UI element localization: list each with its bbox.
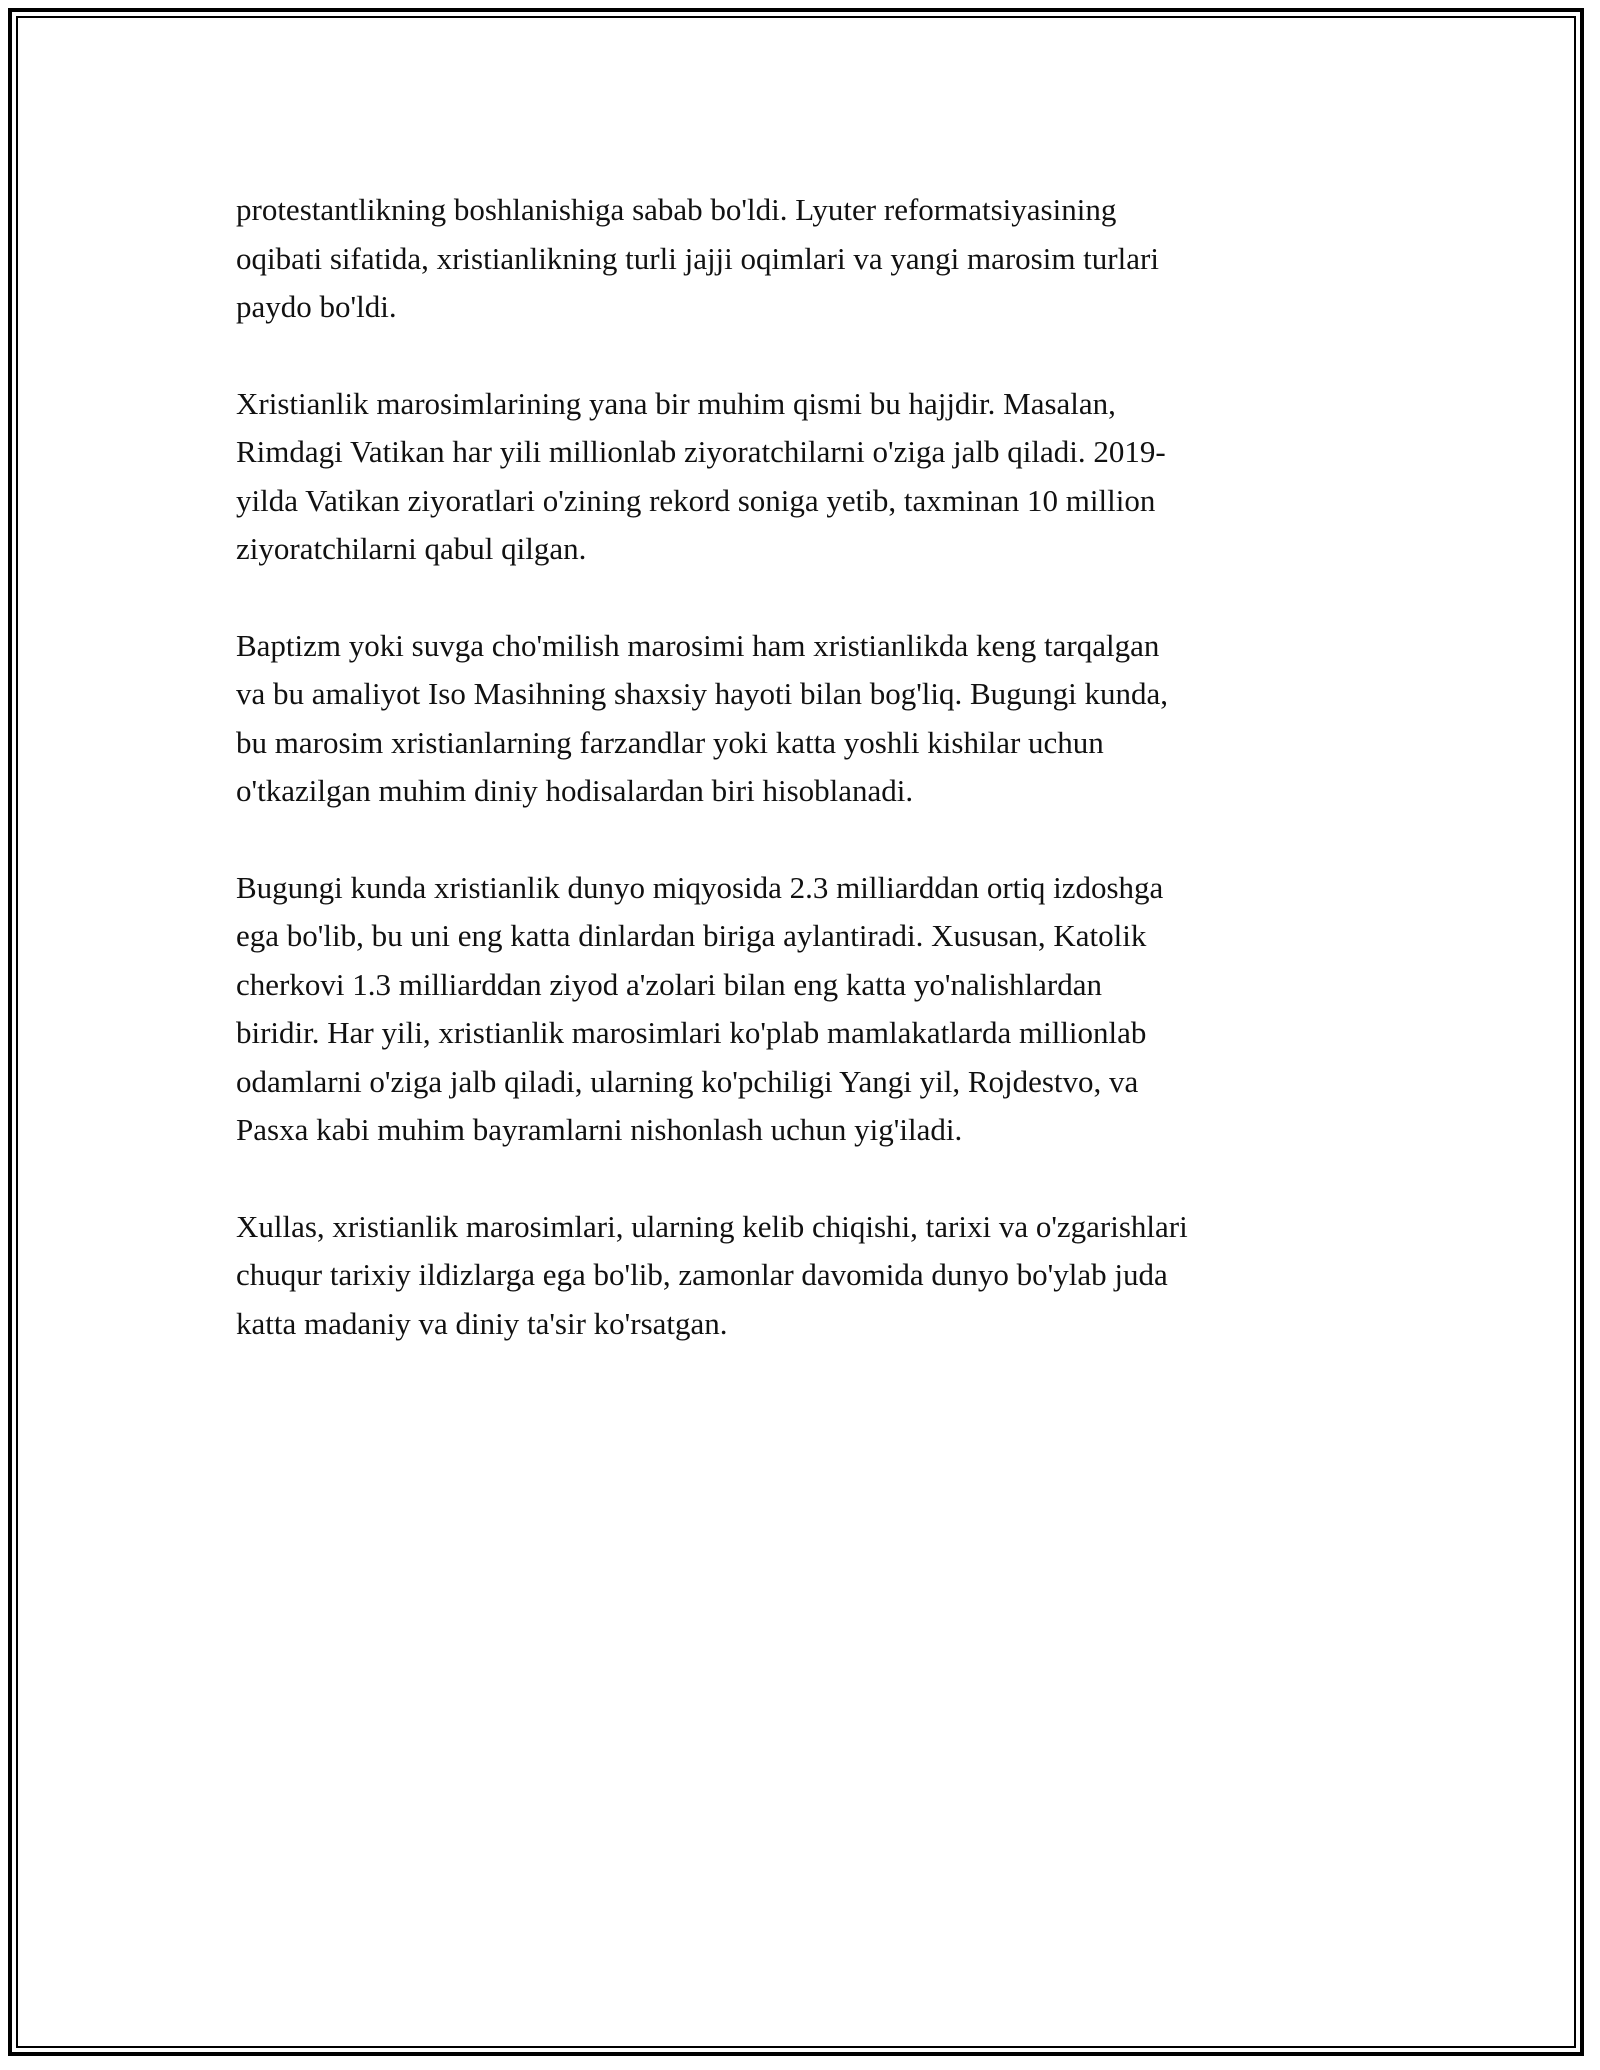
document-body (236, 186, 1376, 1396)
paragraph-4: Bugungi kunda xristianlik dunyo miqyosida 2.3 milliarddan ortiq izdoshga ega bo'lib, bu uni eng katta dinlardan biriga aylantiradi. Xususan, Katolik cherkovi 1.3 milliarddan ziyod a'zolari bilan eng katta yo'nalishlardan biridir. Har yili, xristianlik marosimlari ko'plab mamlakatlarda millionlab odamlarni o'ziga jalb qiladi, ularning ko'pchiligi Yangi yil, Rojdestvo, va Pasxa kabi muhim bayramlarni nishonlash uchun yig'iladi. (236, 869, 1164, 1147)
paragraph-2: Xristianlik marosimlarining yana bir muhim qismi bu hajjdir. Masalan, Rimdagi Vatikan har yili millionlab ziyoratchilarni o'ziga jalb qiladi. 2019- yilda Vatikan ziyoratlari o'zining rekord soniga yetib, taxminan 10 million ziyoratchilarni qabul qilgan. (236, 385, 1166, 566)
paragraph-5: Xullas, xristianlik marosimlari, ularning kelib chiqishi, tarixi va o'zgarishlari chuqur tarixiy ildizlarga ega bo'lib, zamonlar davomida dunyo bo'ylab juda katta madaniy va diniy ta'sir ko'rsatgan. (236, 1208, 1188, 1341)
paragraph-3: Baptizm yoki suvga cho'milish marosimi ham xristianlikda keng tarqalgan va bu amaliyot Iso Masihning shaxsiy hayoti bilan bog'liq. Bugungi kunda, bu marosim xristianlarning farzandlar yoki katta yoshli kishilar uchun o'tkazilgan muhim diniy hodisalardan biri hisoblanadi. (236, 627, 1169, 808)
paragraph-1: protestantlikning boshlanishiga sabab bo'ldi. Lyuter reformatsiyasining oqibati sifatida, xristianlikning turli jajji oqimlari va yangi marosim turlari paydo bo'ldi. (236, 192, 1159, 324)
